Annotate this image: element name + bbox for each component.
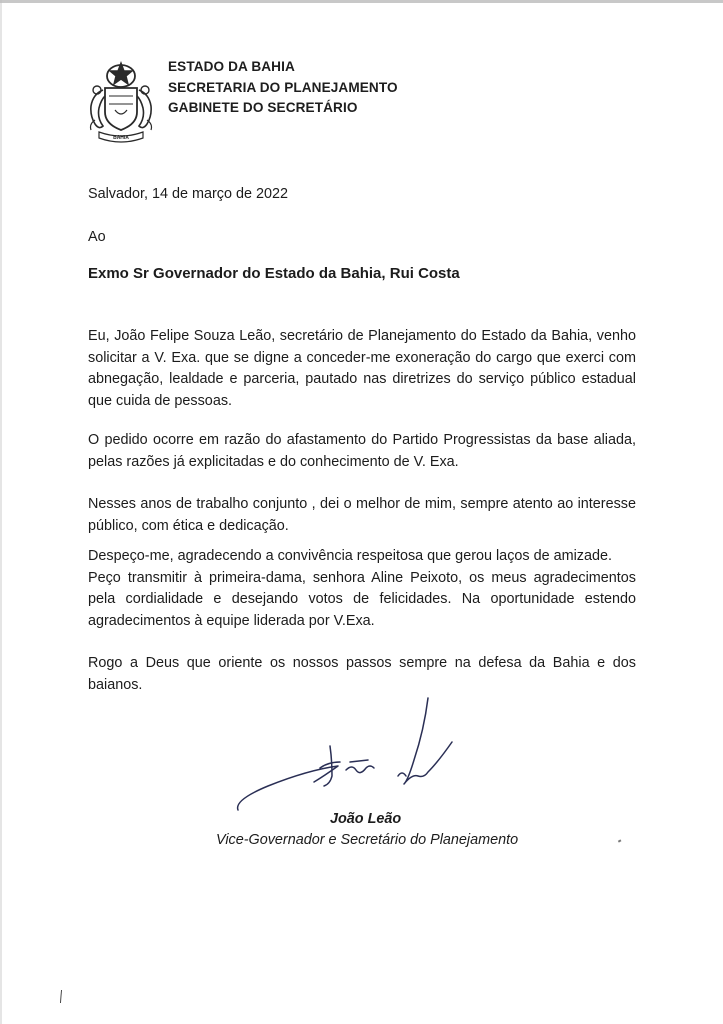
body-paragraph: Eu, João Felipe Souza Leão, secretário de Planejamento do Estado da Bahia, venho solicitar a V. Exa. que se digne a conceder-me exoneração do cargo que exerci com abnegação, lealdade e parceria, pautado nas diretrizes do serviço público estadual que cuida de pessoas.	[88, 328, 636, 409]
crest-motto: BAHIA	[113, 135, 129, 141]
signatory-name: João Leão	[330, 811, 402, 827]
body-paragraph-group	[88, 546, 636, 632]
letter-date: Salvador, 14 de março de 2022	[88, 186, 289, 202]
body-paragraph: Despeço-me, agradecendo a convivência respeitosa que gerou laços de amizade.	[88, 548, 612, 564]
signatory-title: Vice-Governador e Secretário do Planejamento	[216, 832, 519, 848]
coat-of-arms-icon	[85, 60, 157, 144]
body-paragraph: Rogo a Deus que oriente os nossos passos sempre na defesa da Bahia e dos baianos.	[88, 655, 636, 693]
scan-left-edge	[0, 0, 2, 1024]
letterhead-state: ESTADO DA BAHIA	[168, 59, 295, 74]
body-paragraph: Nesses anos de trabalho conjunto , dei o melhor de mim, sempre atento ao interesse público, com ética e dedicação.	[88, 496, 636, 534]
body-paragraph: O pedido ocorre em razão do afastamento do Partido Progressistas da base aliada, pelas razões já explicitadas e do conhecimento de V. Exa.	[88, 432, 636, 470]
salutation: Ao	[88, 229, 106, 245]
letterhead	[168, 57, 398, 119]
letterhead-office: GABINETE DO SECRETÁRIO	[168, 100, 358, 115]
letterhead-department: SECRETARIA DO PLANEJAMENTO	[168, 79, 398, 95]
handwritten-signature	[228, 690, 478, 820]
scan-top-edge	[0, 0, 723, 3]
scan-mark	[60, 990, 62, 1004]
body-paragraph: Peço transmitir à primeira-dama, senhora Aline Peixoto, os meus agradecimentos pela cordialidade e desejando votos de felicidades. Na oportunidade estendo agradecimentos à equipe liderada por V.Exa.	[88, 569, 636, 629]
recipient: Exmo Sr Governador do Estado da Bahia, Rui Costa	[88, 265, 460, 282]
scan-speck	[618, 839, 621, 842]
